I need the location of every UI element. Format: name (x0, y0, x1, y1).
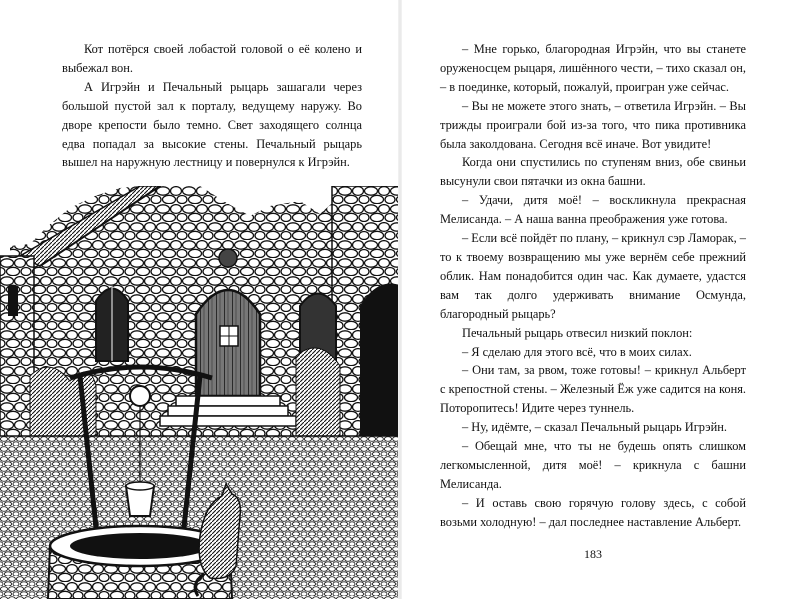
left-column-text (62, 40, 362, 172)
paragraph: Когда они спустились по ступеням вниз, обе свиньи высунули свои пятачки из окна башни. (440, 155, 746, 189)
paragraph: А Игрэйн и Печальный рыцарь зашагали через большой пустой зал к порталу, ведущему наружу. Во дворе крепости было темно. Свет заходящего солнца едва попадал за высокие стены. Печальный рыцарь вышел на наружную лестницу и повернулся к Игрэйн. (62, 79, 362, 170)
right-column-text (440, 40, 746, 532)
paragraph: – Мне горько, благородная Игрэйн, что вы станете оруженосцем рыцаря, лишённого чести, – тихо сказал он, – в поединке, который, пожалуй, проигран уже сейчас. (440, 42, 746, 94)
paragraph: – Удачи, дитя моё! – воскликнула прекрасная Мелисанда. – А наша ванна преображения уже готова. (440, 193, 746, 227)
paragraph: – Ну, идёмте, – сказал Печальный рыцарь Игрэйн. (462, 420, 727, 435)
paragraph: Кот потёрся своей лобастой головой о её колено и выбежал вон. (62, 42, 362, 75)
castle-courtyard-illustration (0, 186, 402, 599)
page-number: 183 (584, 547, 602, 561)
page-gutter (398, 0, 402, 599)
paragraph: – И оставь свою горячую голову здесь, с собой возьми холодную! – дал последнее наставление Альберт. (440, 495, 746, 529)
paragraph: Печальный рыцарь отвесил низкий поклон: (462, 325, 693, 340)
paragraph: – Я сделаю для этого всё, что в моих силах. (462, 344, 692, 359)
paragraph: – Обещай мне, что ты не будешь опять слишком легкомысленной, дитя моё! – крикнула с башни Мелисанда. (440, 439, 746, 491)
paragraph: – Если всё пойдёт по плану, – крикнул сэр Ламорак, – то к твоему возвращению мы уже вернём себе прежний облик. Нам понадобится один час. Как думаете, удастся вам так долго удерживать внимание Осмунда, благородный рыцарь? (440, 231, 746, 321)
paragraph: – Они там, за рвом, тоже готовы! – крикнул Альберт с крепостной стены. – Железный Ёж уже садится на коня. Поторопитесь! Идите через туннель. (440, 363, 746, 416)
paragraph: – Вы не можете этого знать, – ответила Игрэйн. – Вы трижды проиграли бой из-за того, что пика противника была заколдована. Сегодня всё иначе. Вот увидите! (440, 98, 746, 151)
